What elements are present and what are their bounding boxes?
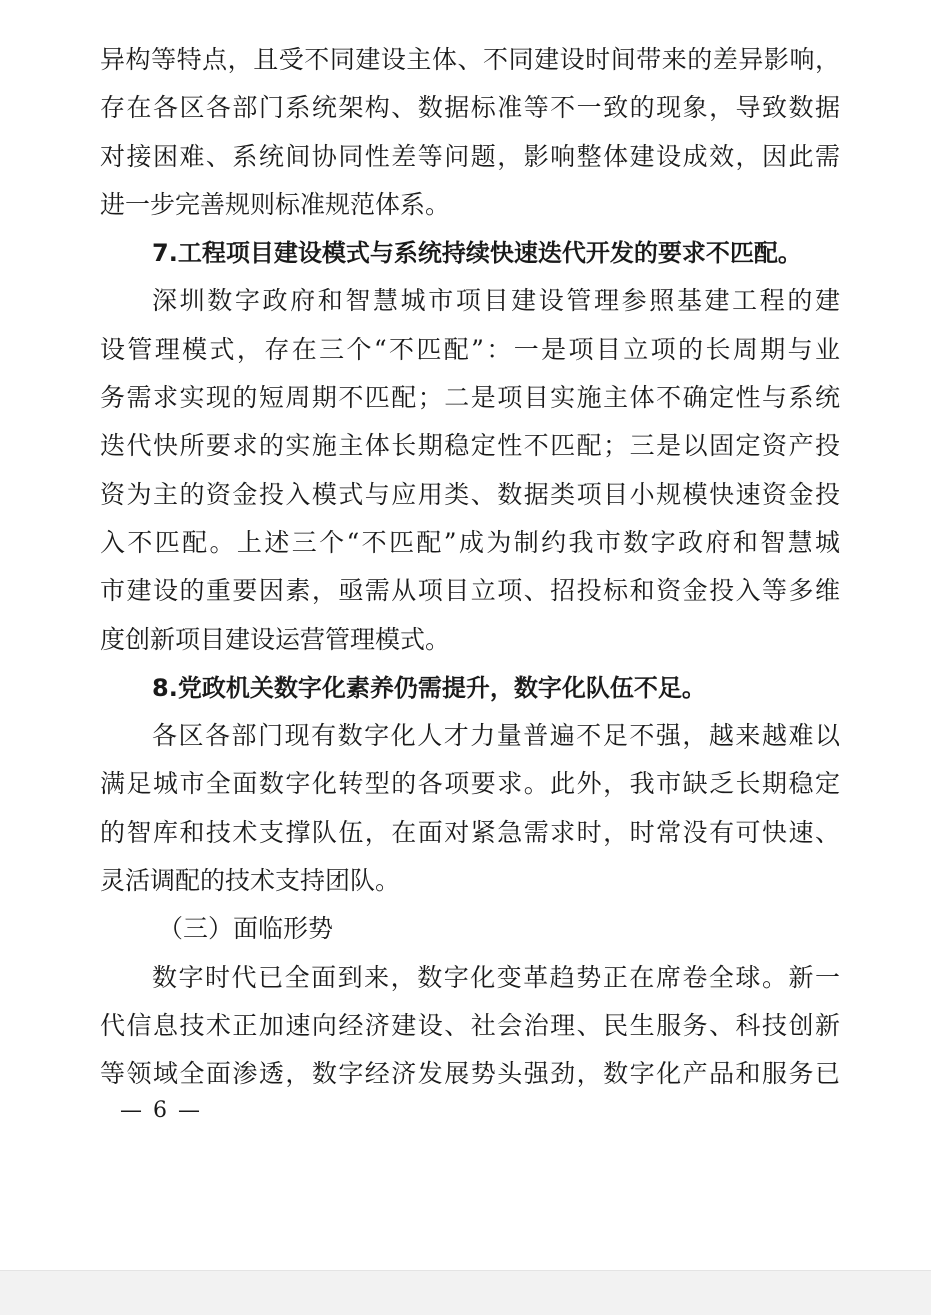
body-line: 代信息技术正加速向经济建设、社会治理、民生服务、科技创新 [100, 1010, 840, 1040]
body-line: 度创新项目建设运营管理模式。 [100, 624, 451, 654]
subsection-heading: （三）面临形势 [158, 914, 334, 944]
body-line: 迭代快所要求的实施主体长期稳定性不匹配；三是以固定资产投 [100, 431, 840, 461]
body-line: 数字时代已全面到来，数字化变革趋势正在席卷全球。新一 [152, 962, 840, 992]
section-heading-8: 8.党政机关数字化素养仍需提升，数字化队伍不足。 [152, 673, 706, 702]
body-line: 灵活调配的技术支持团队。 [100, 866, 401, 896]
body-line: 进一步完善规则标准规范体系。 [100, 189, 451, 219]
body-line: 对接困难、系统间协同性差等问题，影响整体建设成效，因此需 [100, 141, 840, 171]
body-line: 市建设的重要因素，亟需从项目立项、招投标和资金投入等多维 [100, 576, 840, 606]
document-body [100, 36, 840, 1099]
body-line: 设管理模式，存在三个“不匹配”：一是项目立项的长周期与业 [100, 334, 840, 364]
body-line: 存在各区各部门系统架构、数据标准等不一致的现象，导致数据 [100, 93, 840, 123]
body-line: 入不匹配。上述三个“不匹配”成为制约我市数字政府和智慧城 [100, 527, 840, 557]
body-line: 务需求实现的短周期不匹配；二是项目实施主体不确定性与系统 [100, 383, 840, 413]
page-bottom-band [0, 1270, 931, 1315]
body-line: 各区各部门现有数字化人才力量普遍不足不强，越来越难以 [152, 721, 840, 751]
body-line: 资为主的资金投入模式与应用类、数据类项目小规模快速资金投 [100, 479, 840, 509]
page-number: — 6 — [120, 1098, 202, 1123]
body-line: 深圳数字政府和智慧城市项目建设管理参照基建工程的建 [152, 286, 840, 316]
section-heading-7: 7.工程项目建设模式与系统持续快速迭代开发的要求不匹配。 [152, 239, 802, 268]
body-line: 异构等特点，且受不同建设主体、不同建设时间带来的差异影响， [100, 45, 840, 74]
body-line: 等领域全面渗透，数字经济发展势头强劲，数字化产品和服务已 [100, 1059, 840, 1089]
body-line: 满足城市全面数字化转型的各项要求。此外，我市缺乏长期稳定 [100, 769, 840, 799]
body-line: 的智库和技术支撑队伍，在面对紧急需求时，时常没有可快速、 [100, 817, 840, 847]
